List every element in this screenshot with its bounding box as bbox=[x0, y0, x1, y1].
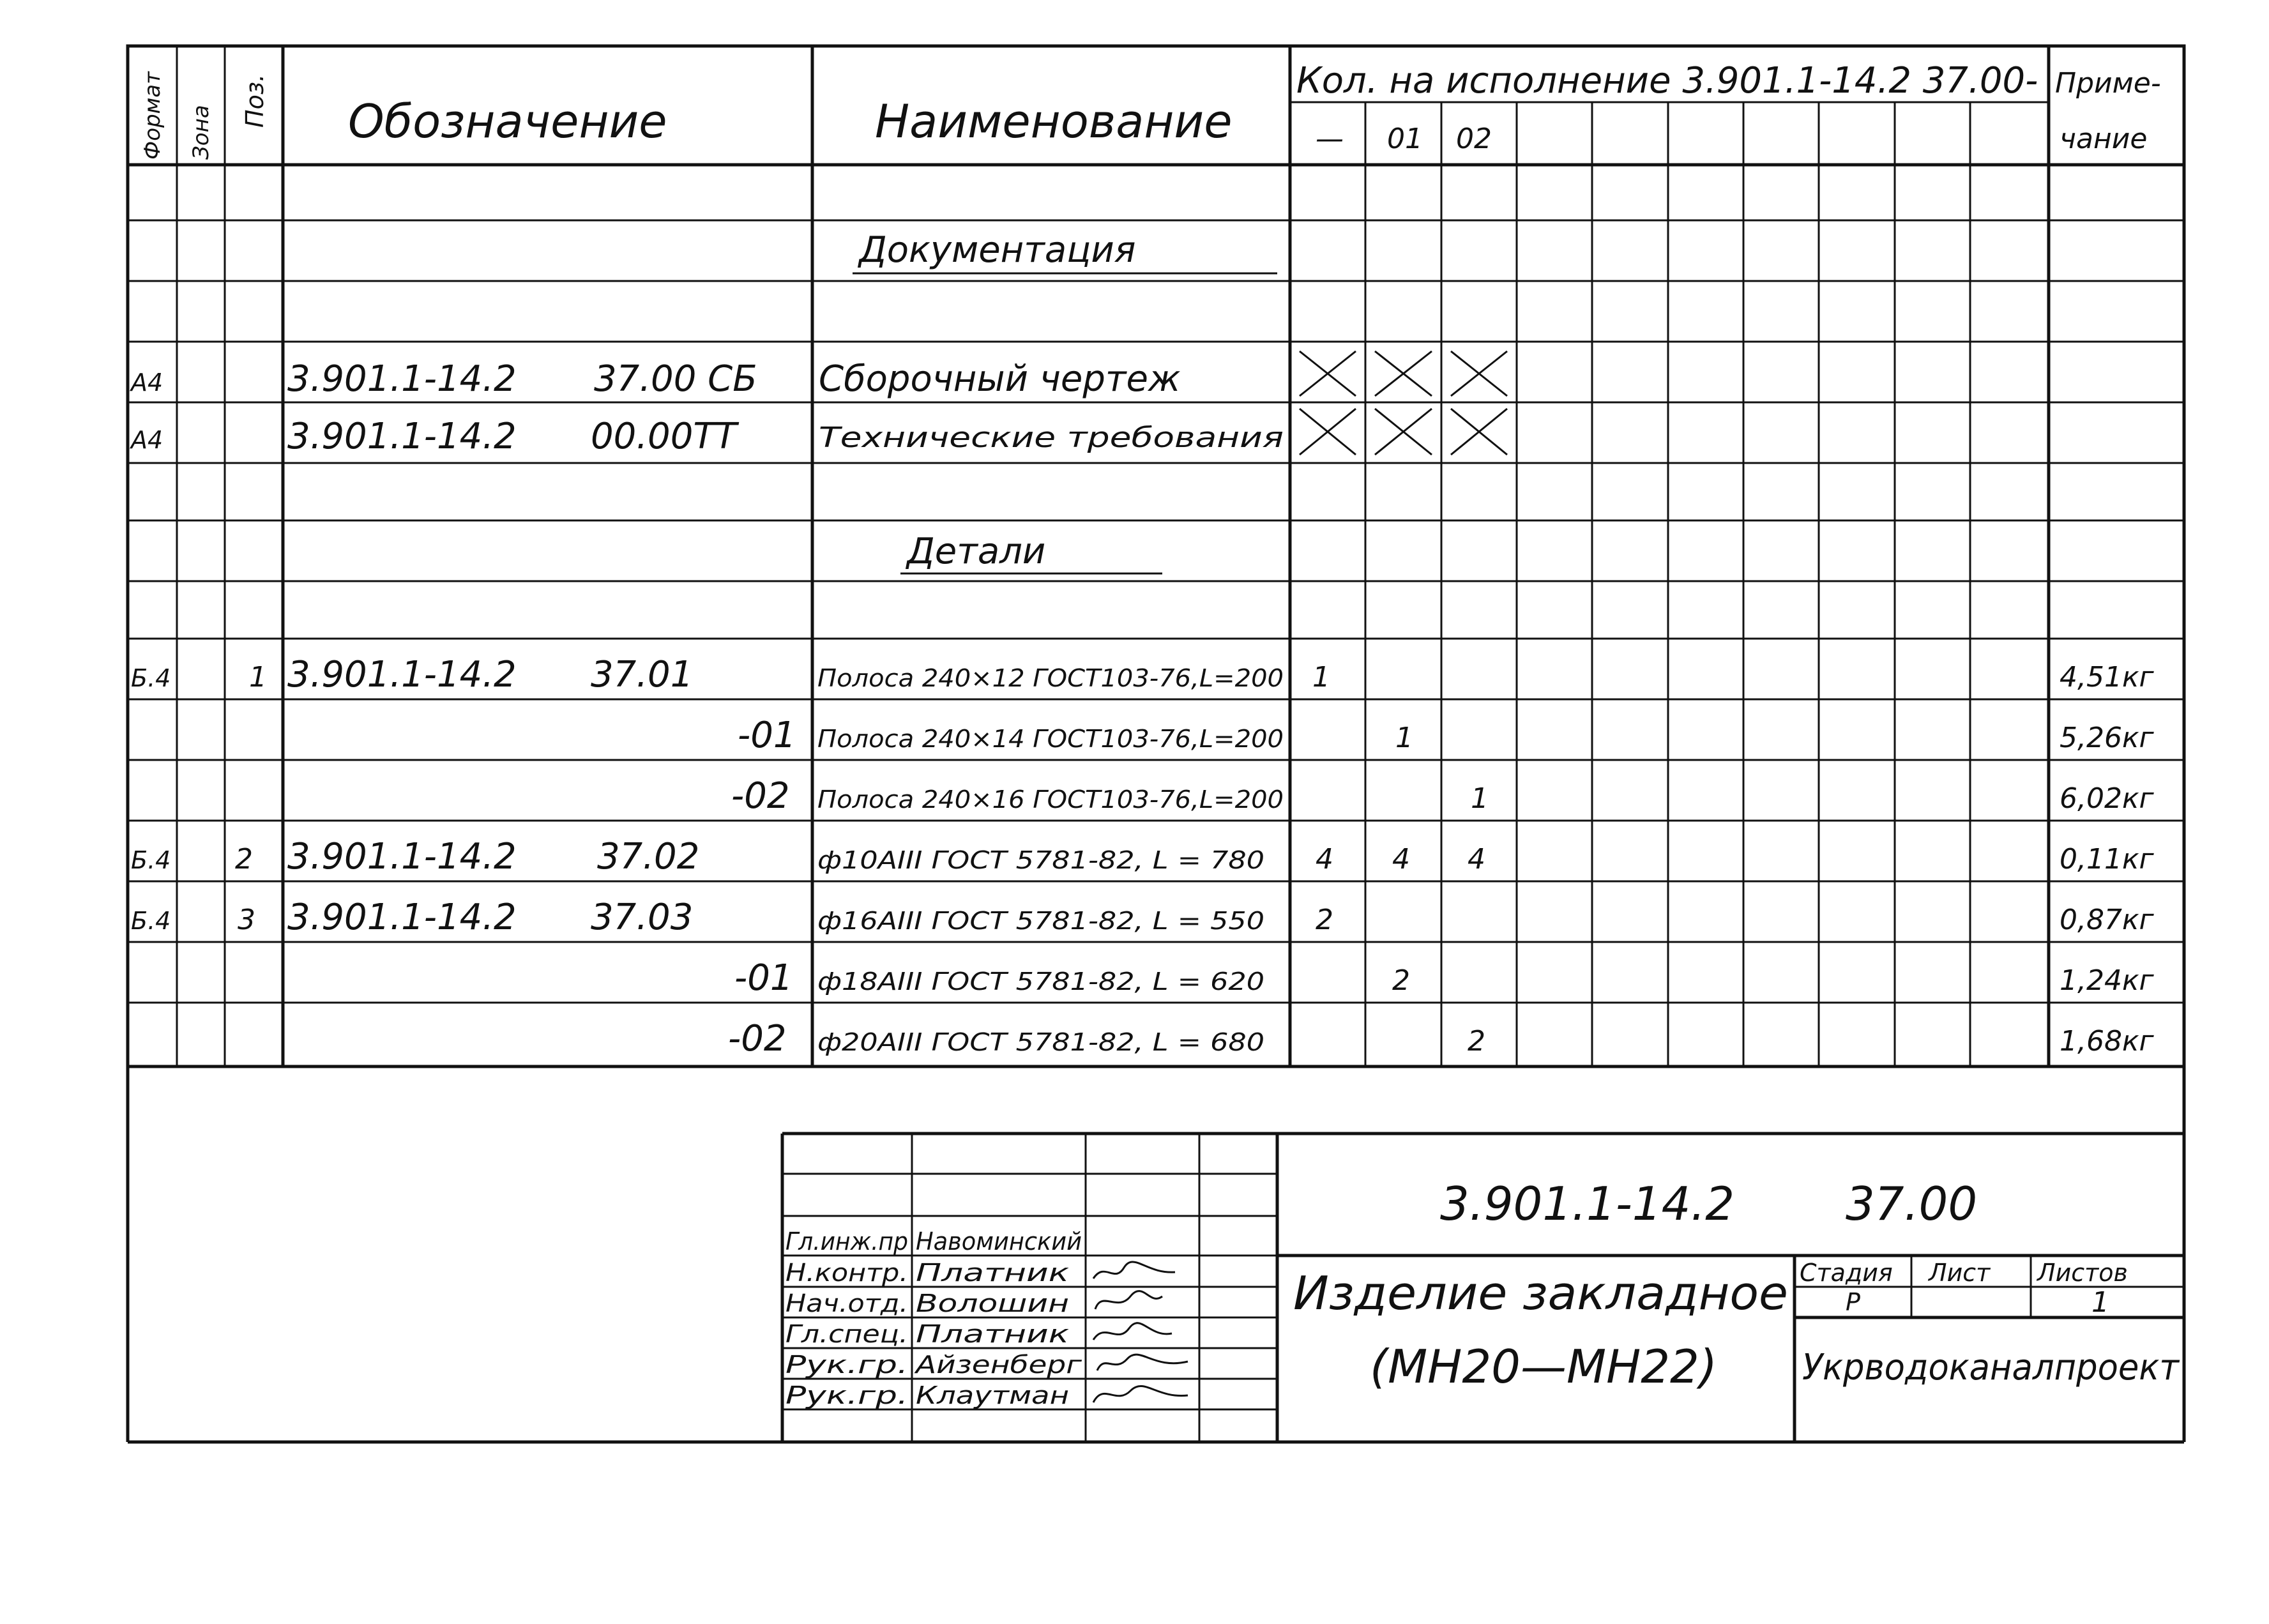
detail-name: ф18АIII ГОСТ 5781-82, L = 620 bbox=[817, 968, 1264, 996]
header-zone: Зона bbox=[188, 105, 214, 160]
header-variant-02: 02 bbox=[1456, 123, 1492, 155]
detail-pos: 3 bbox=[238, 904, 255, 936]
header-note-line2: чание bbox=[2060, 123, 2148, 155]
detail-designation: 3.901.1-14.2 bbox=[287, 654, 517, 695]
signature-name: Клаутман bbox=[916, 1381, 1069, 1409]
header-variant-base: — bbox=[1316, 123, 1344, 155]
handwritten-signature bbox=[1095, 1291, 1162, 1309]
detail-code: 37.01 bbox=[591, 654, 694, 695]
signature-role: Н.контр. bbox=[785, 1259, 908, 1287]
included-mark-02 bbox=[1451, 351, 1507, 396]
handwritten-signature bbox=[1093, 1323, 1172, 1340]
detail-designation: 3.901.1-14.2 bbox=[287, 836, 517, 877]
signature-name: Волошин bbox=[916, 1289, 1069, 1317]
signature-row bbox=[785, 1289, 1162, 1317]
detail-name: ф20АIII ГОСТ 5781-82, L = 680 bbox=[817, 1028, 1264, 1056]
section-documentation: Документация bbox=[859, 229, 1136, 271]
doc-row-code: 00.00ТТ bbox=[591, 416, 737, 457]
detail-note: 1,68кг bbox=[2060, 1025, 2154, 1058]
detail-row bbox=[131, 836, 2155, 877]
included-mark-base bbox=[1300, 351, 1356, 396]
included-mark-base bbox=[1300, 409, 1356, 455]
header-note-line1: Приме- bbox=[2055, 67, 2161, 100]
detail-qty-01: 1 bbox=[1395, 722, 1413, 754]
detail-qty-02: 4 bbox=[1468, 843, 1485, 876]
detail-code: -02 bbox=[731, 775, 790, 817]
signature-name: Платник bbox=[916, 1259, 1070, 1287]
detail-note: 4,51кг bbox=[2060, 661, 2154, 694]
detail-format: Б.4 bbox=[131, 846, 171, 874]
signature-row bbox=[785, 1381, 1188, 1409]
signature-name: Навоминский bbox=[916, 1227, 1082, 1256]
header-qty-title: Кол. на исполнение 3.901.1-14.2 37.00- bbox=[1296, 60, 2038, 102]
sheet-label: Лист bbox=[1929, 1259, 1991, 1287]
header-variant-01: 01 bbox=[1387, 123, 1423, 155]
detail-name: ф16АIII ГОСТ 5781-82, L = 550 bbox=[817, 907, 1264, 935]
handwritten-signature bbox=[1097, 1355, 1188, 1370]
included-mark-01 bbox=[1375, 409, 1432, 455]
doc-row-format: А4 bbox=[131, 368, 163, 397]
signature-role: Гл.инж.пр bbox=[785, 1227, 908, 1256]
detail-qty-02: 1 bbox=[1471, 782, 1489, 815]
detail-pos: 2 bbox=[235, 843, 253, 876]
product-name-line2: (МН20—МН22) bbox=[1370, 1340, 1717, 1393]
detail-note: 0,87кг bbox=[2060, 904, 2154, 936]
handwritten-signature bbox=[1093, 1262, 1175, 1279]
doc-row-code: 37.00 СБ bbox=[594, 358, 757, 400]
signature-role: Рук.гр. bbox=[785, 1351, 908, 1379]
stage-label: Стадия bbox=[1800, 1259, 1893, 1287]
detail-qty-base: 4 bbox=[1316, 843, 1333, 876]
detail-name: Полоса 240×16 ГОСТ103-76,L=200 bbox=[817, 785, 1284, 814]
detail-row bbox=[131, 654, 2155, 695]
detail-format: Б.4 bbox=[131, 664, 171, 692]
detail-qty-01: 2 bbox=[1392, 964, 1410, 997]
signature-role: Рук.гр. bbox=[785, 1381, 908, 1409]
sheets-value: 1 bbox=[2091, 1286, 2109, 1319]
table-header bbox=[140, 60, 2161, 160]
header-name: Наименование bbox=[875, 95, 1233, 148]
doc-row-designation: 3.901.1-14.2 bbox=[287, 358, 517, 400]
doc-row-name: Технические требования bbox=[819, 421, 1284, 454]
included-mark-01 bbox=[1375, 351, 1432, 396]
doc-row-format: А4 bbox=[131, 426, 163, 454]
detail-note: 5,26кг bbox=[2060, 722, 2154, 754]
detail-code: -02 bbox=[728, 1018, 787, 1059]
signature-row bbox=[785, 1259, 1175, 1287]
doc-row bbox=[129, 351, 1507, 400]
stage-value: Р bbox=[1846, 1288, 1860, 1316]
detail-code: -01 bbox=[734, 957, 793, 999]
signature-name: Айзенберг bbox=[913, 1351, 1083, 1379]
signature-role: Гл.спец. bbox=[785, 1320, 908, 1348]
signature-row bbox=[785, 1227, 1082, 1256]
detail-name: ф10АIII ГОСТ 5781-82, L = 780 bbox=[817, 846, 1264, 874]
detail-code: 37.02 bbox=[597, 836, 700, 877]
document-number: 3.901.1-14.2 bbox=[1440, 1177, 1735, 1231]
signature-row bbox=[785, 1320, 1172, 1348]
detail-note: 0,11кг bbox=[2060, 843, 2154, 876]
detail-qty-base: 1 bbox=[1312, 661, 1330, 694]
detail-code: -01 bbox=[738, 715, 796, 756]
product-name-line1: Изделие закладное bbox=[1293, 1266, 1788, 1320]
detail-row bbox=[731, 775, 2155, 817]
sheets-label: Листов bbox=[2037, 1259, 2128, 1287]
detail-designation: 3.901.1-14.2 bbox=[287, 897, 517, 938]
detail-name: Полоса 240×14 ГОСТ103-76,L=200 bbox=[817, 725, 1284, 753]
detail-qty-01: 4 bbox=[1392, 843, 1410, 876]
doc-row-name: Сборочный чертеж bbox=[819, 358, 1181, 400]
doc-row bbox=[129, 409, 1507, 457]
detail-qty-base: 2 bbox=[1316, 904, 1333, 936]
header-designation: Обозначение bbox=[348, 95, 667, 148]
signature-row bbox=[785, 1351, 1188, 1379]
organization-name: Укрводоканалпроект bbox=[1802, 1347, 2180, 1388]
detail-row bbox=[131, 897, 2155, 938]
handwritten-signature bbox=[1093, 1386, 1188, 1402]
detail-note: 6,02кг bbox=[2060, 782, 2154, 815]
header-pos: Поз. bbox=[241, 73, 269, 128]
detail-row bbox=[734, 957, 2155, 999]
detail-code: 37.03 bbox=[591, 897, 694, 938]
detail-qty-02: 2 bbox=[1468, 1025, 1485, 1058]
header-format: Формат bbox=[140, 72, 165, 160]
detail-pos: 1 bbox=[249, 661, 267, 694]
detail-format: Б.4 bbox=[131, 907, 171, 935]
signature-role: Нач.отд. bbox=[785, 1289, 908, 1317]
doc-row-designation: 3.901.1-14.2 bbox=[287, 416, 517, 457]
detail-note: 1,24кг bbox=[2060, 964, 2154, 997]
document-suffix: 37.00 bbox=[1846, 1177, 1978, 1231]
signature-name: Платник bbox=[916, 1320, 1070, 1348]
section-details: Детали bbox=[907, 531, 1046, 572]
detail-row bbox=[738, 715, 2155, 756]
detail-name: Полоса 240×12 ГОСТ103-76,L=200 bbox=[817, 664, 1284, 692]
included-mark-02 bbox=[1451, 409, 1507, 455]
